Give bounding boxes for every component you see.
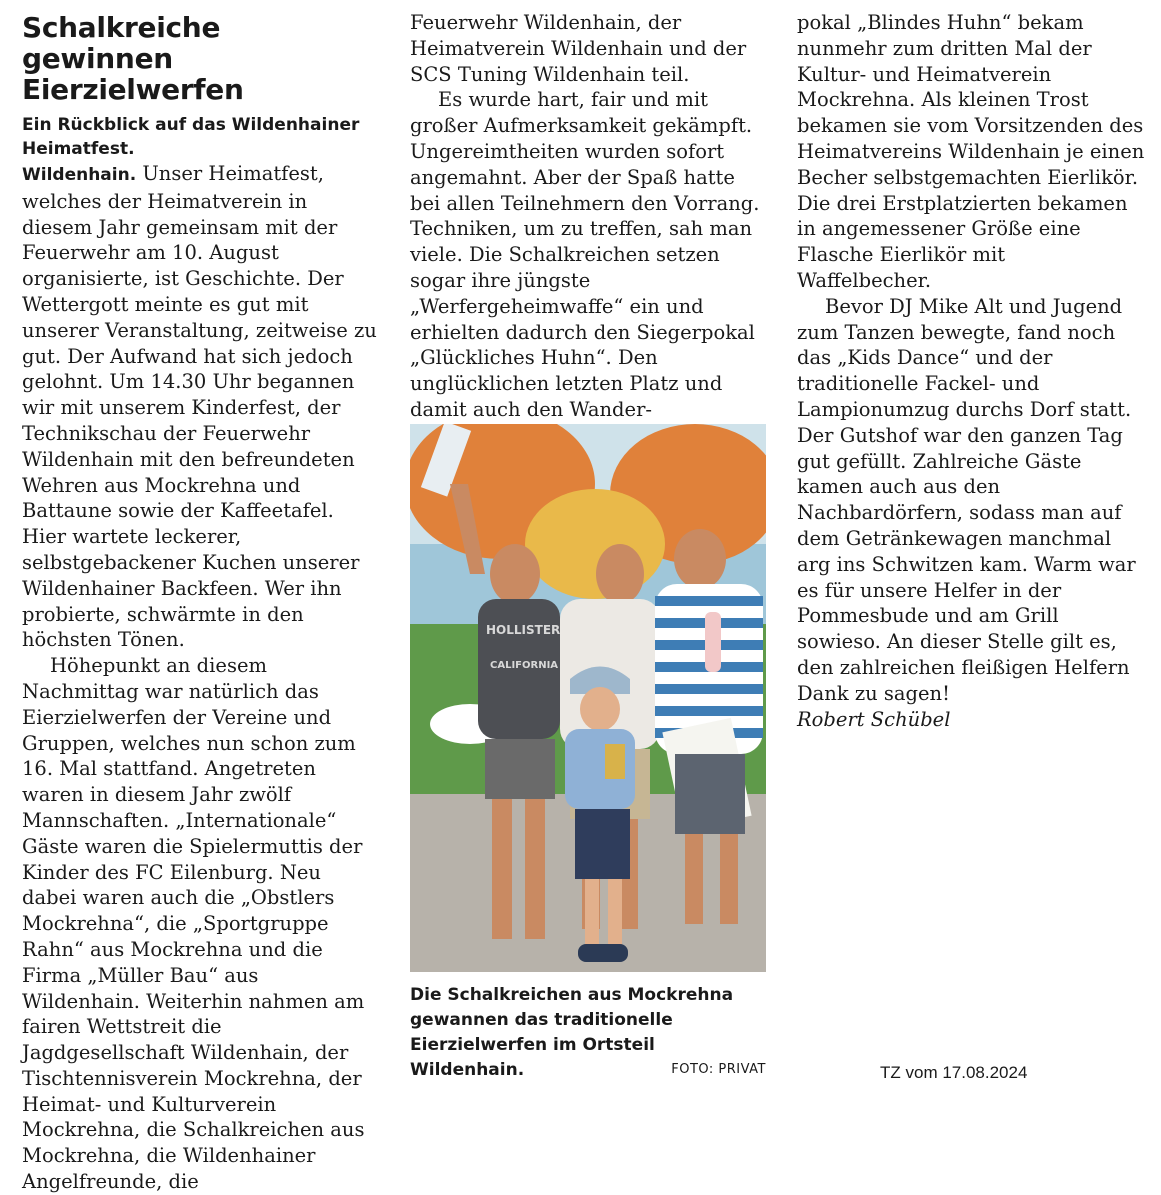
photo-credit: FOTO: PRIVAT xyxy=(671,1062,766,1077)
photo-illustration xyxy=(410,424,766,972)
article-paragraph: pokal „Blindes Huhn“ bekam nunmehr zum dritten Mal der Kultur- und Heimatverein Mockrehna. Als kleinen Trost bekamen sie vom Vorsitzenden des Heimatvereins Wildenhain je einen Becher selbstgemachten Eierlikör. Die drei Erstplatzierten bekamen in angemessener Größe eine Flasche Eierlikör mit Waffelbecher. xyxy=(797,11,1145,292)
head-child xyxy=(580,687,620,731)
head-man-left xyxy=(490,544,540,604)
leg xyxy=(685,834,703,924)
child-shoes xyxy=(578,944,628,962)
leg-right xyxy=(525,799,545,939)
paragraph-text: Unser Heimatfest, welches der Heimatverein in diesem Jahr gemeinsam mit der Feuerwehr am 10. August organisierte, ist Geschichte. Der Wettergott meinte es gut mit unserer Veranstaltung, zeitweise zu gut. Der Aufwand hat sich jedoch gelohnt. Um 14.30 Uhr begannen wir mit unserem Kinderfest, der Technikschau der Feuerwehr Wildenhain mit den befreundeten Wehren aus Mockrehna und Battaune sowie der Kaffeetafel. Hier wartete leckerer, selbstgebackener Kuchen unserer Wildenhainer Backfeen. Wer ihn probierte, schwärmte in den höchsten Tönen. xyxy=(22,162,377,652)
dark-shorts xyxy=(675,754,745,834)
article-column-3 xyxy=(797,10,1145,732)
article-paragraph: Es wurde hart, fair und mit großer Aufmerksamkeit gekämpft. Ungereimtheiten wurden sofort angemahnt. Aber der Spaß hatte bei allen Teilnehmern den Vorrang. Techniken, um zu treffen, sah man viele. Die Schalkreichen setzen sogar ihre jüngste „Werfergeheimwaffe“ ein und erhielten dadurch den Siegerpokal „Glückliches Huhn“. Den unglücklichen letzten Platz und damit auch den Wander- xyxy=(410,88,760,421)
article-paragraph: Feuerwehr Wildenhain, der Heimatverein Wildenhain und der SCS Tuning Wildenhain teil. xyxy=(410,11,747,86)
source-note: TZ vom 17.08.2024 xyxy=(880,1063,1028,1082)
mural-sun xyxy=(525,489,665,599)
leg xyxy=(720,834,738,924)
head-man-middle xyxy=(596,544,644,604)
child-leg xyxy=(608,879,622,949)
article-column-2 xyxy=(410,10,766,423)
article-headline: Schalkreiche gewinnen Eierzielwerfen xyxy=(22,11,244,106)
article-paragraph xyxy=(22,161,378,653)
child-leg xyxy=(585,879,599,949)
article-photo xyxy=(410,424,766,972)
shirt-text-2: CALIFORNIA xyxy=(490,660,559,671)
article-paragraph: Höhepunkt an diesem Nachmittag war natürlich das Eierzielwerfen der Vereine und Gruppen, welches nun schon zum 16. Mal stattfand. Angetreten waren in diesem Jahr zwölf Mannschaften. „Internationale“ Gäste waren die Spielermuttis der Kinder des FC Eilenburg. Neu dabei waren auch die „Obstlers Mockrehna“, die „Sportgruppe Rahn“ aus Mockrehna und die Firma „Müller Bau“ aus Wildenhain. Weiterhin nahmen am fairen Wettstreit die Jagdgesellschaft Wildenhain, der Tischtennisverein Mockrehna, der Heimat- und Kulturverein Mockrehna, die Schalkreichen aus Mockrehna, die Wildenhainer Angelfreunde, die xyxy=(22,654,365,1194)
shirt-text-1: HOLLISTER xyxy=(486,623,561,637)
leg-left xyxy=(492,799,512,939)
article-author: Robert Schübel xyxy=(797,707,951,731)
trophy-chicken xyxy=(605,744,625,779)
article-paragraph: Bevor DJ Mike Alt und Jugend zum Tanzen bewegte, fand noch das „Kids Dance“ und der traditionelle Fackel- und Lampionumzug durchs Dorf statt. Der Gutshof war den ganzen Tag gut gefüllt. Zahlreiche Gäste kamen auch aus den Nachbardörfern, sodass man auf dem Getränkewagen manchmal arg ins Schwitzen kam. Warm war es für unsere Helfer in der Pommesbude und am Grill sowieso. An dieser Stelle gilt es, den zahlreichen fleißigen Helfern Dank zu sagen! xyxy=(797,294,1136,705)
article-column-1 xyxy=(22,0,378,1195)
child-shorts xyxy=(575,809,630,879)
photo-caption: Die Schalkreichen aus Mockrehna gewannen das traditionelle Eierzielwerfen im Ortsteil Wildenhain. xyxy=(410,985,734,1080)
head-man-right xyxy=(674,529,726,589)
liqueur-bottle xyxy=(705,612,721,672)
shorts xyxy=(485,739,555,799)
article-subheadline: Ein Rückblick auf das Wildenhainer Heimatfest. xyxy=(22,115,360,159)
dateline: Wildenhain. xyxy=(22,165,137,185)
